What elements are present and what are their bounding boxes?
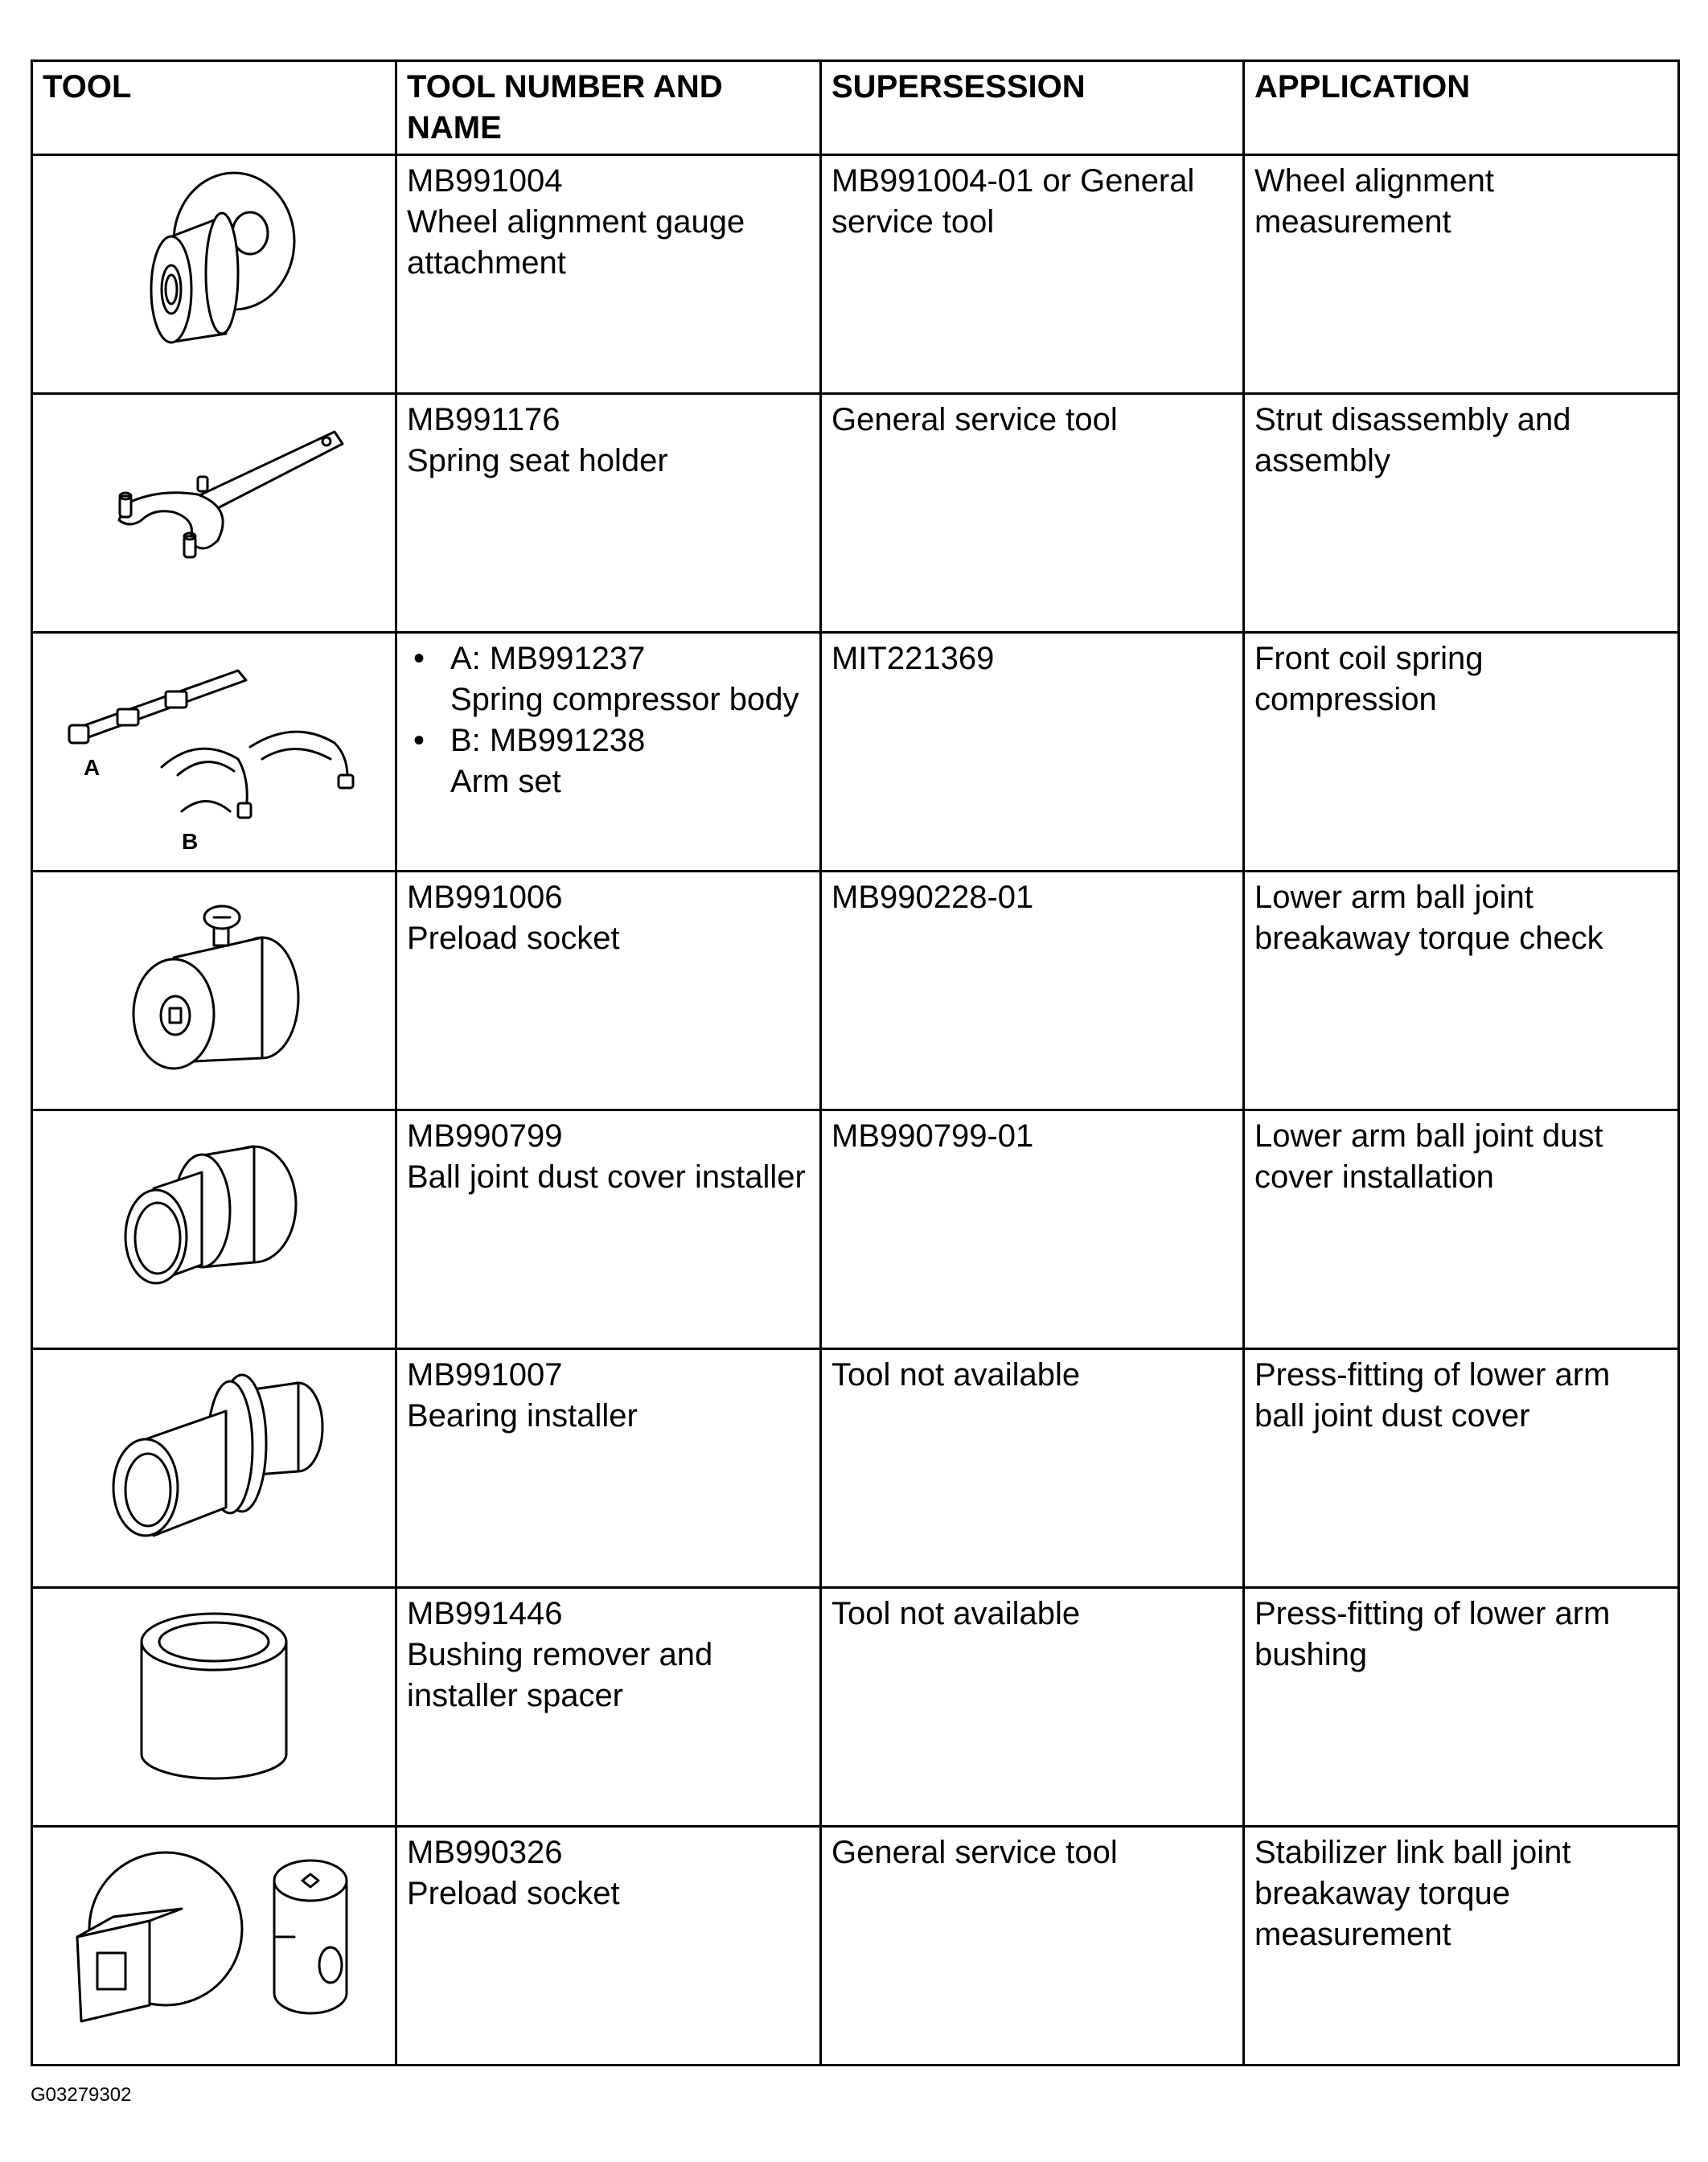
tool-name: Spring seat holder bbox=[407, 443, 668, 478]
spring-seat-holder-icon bbox=[69, 400, 359, 576]
tool-number: MB990799 bbox=[407, 1118, 563, 1154]
tool-item-list bbox=[407, 638, 810, 802]
tool-number-name-cell bbox=[396, 155, 821, 394]
tool-number-name-cell bbox=[396, 872, 821, 1110]
tool-number-name-cell bbox=[396, 1588, 821, 1827]
tool-name: Preload socket bbox=[407, 1876, 620, 1911]
preload-socket-icon bbox=[101, 877, 326, 1086]
application-cell: Front coil spring compression bbox=[1244, 633, 1679, 872]
application-cell: Wheel alignment measurement bbox=[1244, 155, 1679, 394]
tool-number: MB991004 bbox=[407, 163, 563, 199]
table-row bbox=[32, 155, 1679, 394]
tool-image-cell bbox=[32, 394, 396, 633]
tool-number-name-cell bbox=[396, 633, 821, 872]
application-cell: Strut disassembly and assembly bbox=[1244, 394, 1679, 633]
tool-name: Wheel alignment gauge attachment bbox=[407, 204, 745, 281]
tool-number: • A: MB991237 bbox=[450, 641, 646, 676]
spring-compressor-icon bbox=[45, 638, 383, 855]
tool-image-cell bbox=[32, 633, 396, 872]
header-tool-number-and-name: TOOL NUMBER AND NAME bbox=[396, 61, 821, 155]
tool-number-name-cell bbox=[396, 394, 821, 633]
table-row bbox=[32, 1827, 1679, 2066]
label-b: B bbox=[182, 829, 199, 854]
spacer-icon bbox=[117, 1594, 310, 1803]
bearing-installer-icon bbox=[85, 1355, 343, 1556]
supersession-cell: Tool not available bbox=[821, 1588, 1244, 1827]
application-cell: Press-fitting of lower arm bushing bbox=[1244, 1588, 1679, 1827]
tool-image-cell bbox=[32, 155, 396, 394]
tool-name: Bearing installer bbox=[407, 1398, 638, 1434]
tool-image-cell bbox=[32, 1110, 396, 1349]
table-row bbox=[32, 633, 1679, 872]
tool-number: MB991176 bbox=[407, 402, 560, 437]
tool-name: Spring compressor body bbox=[450, 682, 799, 717]
label-a: A bbox=[84, 755, 101, 780]
tool-number: • B: MB991238 bbox=[450, 723, 646, 758]
tool-name: Ball joint dust cover installer bbox=[407, 1159, 806, 1195]
supersession-cell: General service tool bbox=[821, 1827, 1244, 2066]
table-row bbox=[32, 394, 1679, 633]
supersession-cell: Tool not available bbox=[821, 1349, 1244, 1588]
figure-code: G03279302 bbox=[31, 2084, 132, 2106]
table-row bbox=[32, 1349, 1679, 1588]
supersession-cell: MB990228-01 bbox=[821, 872, 1244, 1110]
header-supersession: SUPERSESSION bbox=[821, 61, 1244, 155]
tool-number-name-cell bbox=[396, 1349, 821, 1588]
table-row bbox=[32, 1588, 1679, 1827]
supersession-cell: MB990799-01 bbox=[821, 1110, 1244, 1349]
gauge-attachment-icon bbox=[93, 161, 335, 370]
tool-image-cell bbox=[32, 1827, 396, 2066]
application-cell: Press-fitting of lower arm ball joint dust cover bbox=[1244, 1349, 1679, 1588]
tool-number: MB990326 bbox=[407, 1835, 563, 1870]
tool-number-name-cell bbox=[396, 1110, 821, 1349]
supersession-cell: MB991004-01 or General service tool bbox=[821, 155, 1244, 394]
tool-name: Preload socket bbox=[407, 921, 620, 956]
special-tools-table bbox=[31, 59, 1680, 2066]
table-row bbox=[32, 1110, 1679, 1349]
list-item bbox=[407, 638, 810, 720]
supersession-cell: MIT221369 bbox=[821, 633, 1244, 872]
header-row bbox=[32, 61, 1679, 155]
tool-number-name-cell bbox=[396, 1827, 821, 2066]
tool-number: MB991007 bbox=[407, 1357, 563, 1393]
supersession-cell: General service tool bbox=[821, 394, 1244, 633]
header-application: APPLICATION bbox=[1244, 61, 1679, 155]
list-item bbox=[407, 720, 810, 802]
tool-name: Bushing remover and installer spacer bbox=[407, 1637, 713, 1713]
application-cell: Lower arm ball joint dust cover installation bbox=[1244, 1110, 1679, 1349]
dust-cover-installer-icon bbox=[101, 1116, 326, 1309]
application-cell: Stabilizer link ball joint breakaway torque measurement bbox=[1244, 1827, 1679, 2066]
tool-number: MB991006 bbox=[407, 880, 563, 915]
tool-image-cell bbox=[32, 1349, 396, 1588]
tool-name: Arm set bbox=[450, 764, 561, 799]
tool-number: MB991446 bbox=[407, 1596, 563, 1631]
tool-image-cell bbox=[32, 872, 396, 1110]
tool-image-cell bbox=[32, 1588, 396, 1827]
table-row bbox=[32, 872, 1679, 1110]
preload-socket-pair-icon bbox=[53, 1832, 375, 2041]
application-cell: Lower arm ball joint breakaway torque check bbox=[1244, 872, 1679, 1110]
header-tool: TOOL bbox=[32, 61, 396, 155]
